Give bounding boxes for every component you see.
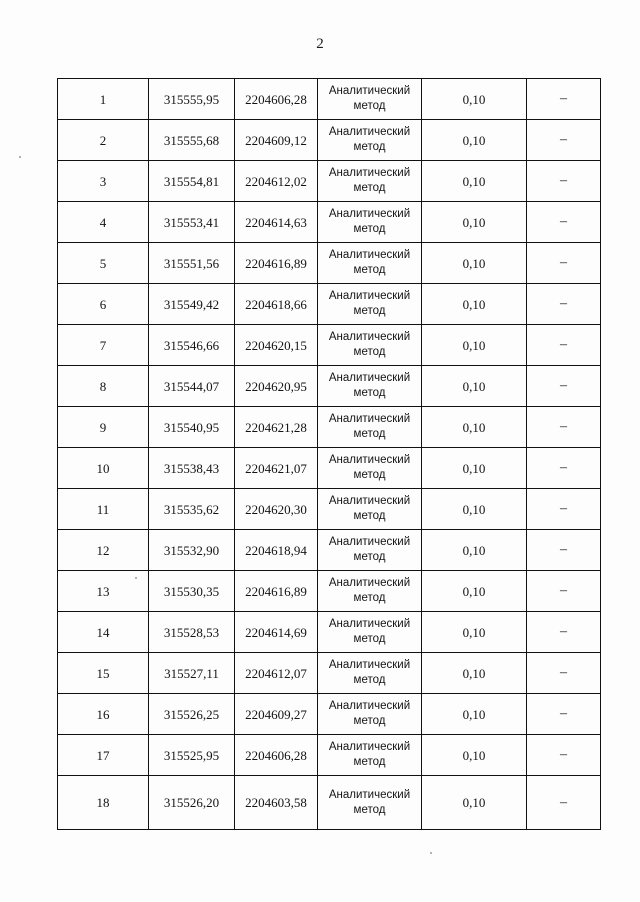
point-number-cell: 18 xyxy=(58,776,149,830)
point-number-cell: 11 xyxy=(58,489,149,530)
coordinate-y-cell: 2204612,02 xyxy=(235,161,318,202)
method-text: Аналитический метод xyxy=(328,208,411,235)
note-cell: – xyxy=(527,79,601,120)
note-cell: – xyxy=(527,448,601,489)
coordinate-x-cell: 315554,81 xyxy=(149,161,235,202)
scan-speck xyxy=(19,156,21,158)
table-row xyxy=(58,202,601,243)
method-cell xyxy=(318,202,422,243)
method-text: Аналитический метод xyxy=(328,413,411,440)
table-row xyxy=(58,120,601,161)
method-text: Аналитический метод xyxy=(328,85,411,112)
scan-speck xyxy=(430,852,432,854)
method-cell xyxy=(318,120,422,161)
accuracy-cell: 0,10 xyxy=(422,161,527,202)
scan-speck xyxy=(135,577,137,579)
table-row xyxy=(58,448,601,489)
table-row xyxy=(58,735,601,776)
method-cell xyxy=(318,366,422,407)
coordinate-y-cell: 2204616,89 xyxy=(235,243,318,284)
table-row xyxy=(58,694,601,735)
method-text: Аналитический метод xyxy=(328,454,411,481)
coordinate-x-cell: 315525,95 xyxy=(149,735,235,776)
method-cell xyxy=(318,325,422,366)
coordinate-x-cell: 315526,20 xyxy=(149,776,235,830)
method-cell xyxy=(318,243,422,284)
method-text: Аналитический метод xyxy=(328,495,411,522)
coordinate-y-cell: 2204609,27 xyxy=(235,694,318,735)
table-row xyxy=(58,284,601,325)
note-cell: – xyxy=(527,407,601,448)
accuracy-cell: 0,10 xyxy=(422,612,527,653)
method-cell xyxy=(318,407,422,448)
method-text: Аналитический метод xyxy=(328,167,411,194)
coordinate-x-cell: 315528,53 xyxy=(149,612,235,653)
table-row xyxy=(58,161,601,202)
method-cell xyxy=(318,530,422,571)
note-cell: – xyxy=(527,489,601,530)
coordinate-x-cell: 315532,90 xyxy=(149,530,235,571)
coordinate-y-cell: 2204603,58 xyxy=(235,776,318,830)
point-number-cell: 16 xyxy=(58,694,149,735)
table-row xyxy=(58,653,601,694)
table-row xyxy=(58,776,601,830)
note-cell: – xyxy=(527,735,601,776)
coordinate-y-cell: 2204618,94 xyxy=(235,530,318,571)
accuracy-cell: 0,10 xyxy=(422,284,527,325)
point-number-cell: 3 xyxy=(58,161,149,202)
coordinate-x-cell: 315546,66 xyxy=(149,325,235,366)
accuracy-cell: 0,10 xyxy=(422,571,527,612)
coordinate-x-cell: 315555,68 xyxy=(149,120,235,161)
coordinate-x-cell: 315551,56 xyxy=(149,243,235,284)
coordinate-x-cell: 315540,95 xyxy=(149,407,235,448)
table-row xyxy=(58,407,601,448)
note-cell: – xyxy=(527,612,601,653)
point-number-cell: 10 xyxy=(58,448,149,489)
note-cell: – xyxy=(527,694,601,735)
coordinate-y-cell: 2204618,66 xyxy=(235,284,318,325)
method-text: Аналитический метод xyxy=(328,741,411,768)
point-number-cell: 2 xyxy=(58,120,149,161)
point-number-cell: 8 xyxy=(58,366,149,407)
method-cell xyxy=(318,571,422,612)
note-cell: – xyxy=(527,120,601,161)
coordinate-x-cell: 315530,35 xyxy=(149,571,235,612)
accuracy-cell: 0,10 xyxy=(422,776,527,830)
coordinate-y-cell: 2204614,63 xyxy=(235,202,318,243)
point-number-cell: 6 xyxy=(58,284,149,325)
coordinate-y-cell: 2204621,07 xyxy=(235,448,318,489)
point-number-cell: 15 xyxy=(58,653,149,694)
note-cell: – xyxy=(527,776,601,830)
note-cell: – xyxy=(527,325,601,366)
page-number: 2 xyxy=(316,36,324,52)
point-number-cell: 7 xyxy=(58,325,149,366)
method-text: Аналитический метод xyxy=(328,788,411,816)
method-cell xyxy=(318,735,422,776)
method-cell xyxy=(318,653,422,694)
point-number-cell: 4 xyxy=(58,202,149,243)
accuracy-cell: 0,10 xyxy=(422,530,527,571)
accuracy-cell: 0,10 xyxy=(422,366,527,407)
note-cell: – xyxy=(527,366,601,407)
accuracy-cell: 0,10 xyxy=(422,120,527,161)
method-text: Аналитический метод xyxy=(328,700,411,727)
table-row xyxy=(58,79,601,120)
method-text: Аналитический метод xyxy=(328,577,411,604)
method-cell xyxy=(318,489,422,530)
point-number-cell: 5 xyxy=(58,243,149,284)
note-cell: – xyxy=(527,243,601,284)
table-row xyxy=(58,571,601,612)
accuracy-cell: 0,10 xyxy=(422,325,527,366)
note-cell: – xyxy=(527,653,601,694)
note-cell: – xyxy=(527,161,601,202)
coordinates-table-body xyxy=(58,79,601,830)
coordinate-y-cell: 2204620,15 xyxy=(235,325,318,366)
coordinate-y-cell: 2204614,69 xyxy=(235,612,318,653)
accuracy-cell: 0,10 xyxy=(422,243,527,284)
accuracy-cell: 0,10 xyxy=(422,694,527,735)
method-cell xyxy=(318,612,422,653)
note-cell: – xyxy=(527,202,601,243)
table-row xyxy=(58,325,601,366)
method-cell xyxy=(318,161,422,202)
method-cell xyxy=(318,448,422,489)
method-cell xyxy=(318,79,422,120)
note-cell: – xyxy=(527,530,601,571)
method-text: Аналитический метод xyxy=(328,659,411,686)
method-text: Аналитический метод xyxy=(328,290,411,317)
method-text: Аналитический метод xyxy=(328,618,411,645)
accuracy-cell: 0,10 xyxy=(422,79,527,120)
coordinate-x-cell: 315555,95 xyxy=(149,79,235,120)
coordinate-y-cell: 2204620,30 xyxy=(235,489,318,530)
accuracy-cell: 0,10 xyxy=(422,735,527,776)
coordinate-y-cell: 2204609,12 xyxy=(235,120,318,161)
method-text: Аналитический метод xyxy=(328,536,411,563)
point-number-cell: 9 xyxy=(58,407,149,448)
method-text: Аналитический метод xyxy=(328,126,411,153)
accuracy-cell: 0,10 xyxy=(422,448,527,489)
note-cell: – xyxy=(527,571,601,612)
accuracy-cell: 0,10 xyxy=(422,653,527,694)
accuracy-cell: 0,10 xyxy=(422,407,527,448)
coordinate-y-cell: 2204606,28 xyxy=(235,735,318,776)
point-number-cell: 1 xyxy=(58,79,149,120)
accuracy-cell: 0,10 xyxy=(422,202,527,243)
table-row xyxy=(58,243,601,284)
method-cell xyxy=(318,694,422,735)
coordinates-table xyxy=(57,78,601,830)
coordinate-y-cell: 2204606,28 xyxy=(235,79,318,120)
coordinate-x-cell: 315549,42 xyxy=(149,284,235,325)
point-number-cell: 13 xyxy=(58,571,149,612)
point-number-cell: 17 xyxy=(58,735,149,776)
point-number-cell: 14 xyxy=(58,612,149,653)
point-number-cell: 12 xyxy=(58,530,149,571)
table-row xyxy=(58,366,601,407)
coordinate-x-cell: 315527,11 xyxy=(149,653,235,694)
coordinate-y-cell: 2204612,07 xyxy=(235,653,318,694)
coordinate-x-cell: 315553,41 xyxy=(149,202,235,243)
table-row xyxy=(58,489,601,530)
coordinate-y-cell: 2204620,95 xyxy=(235,366,318,407)
method-cell xyxy=(318,776,422,830)
method-cell xyxy=(318,284,422,325)
coordinate-x-cell: 315526,25 xyxy=(149,694,235,735)
coordinate-x-cell: 315544,07 xyxy=(149,366,235,407)
coordinate-x-cell: 315535,62 xyxy=(149,489,235,530)
coordinate-y-cell: 2204621,28 xyxy=(235,407,318,448)
method-text: Аналитический метод xyxy=(328,331,411,358)
coordinate-y-cell: 2204616,89 xyxy=(235,571,318,612)
note-cell: – xyxy=(527,284,601,325)
accuracy-cell: 0,10 xyxy=(422,489,527,530)
method-text: Аналитический метод xyxy=(328,249,411,276)
table-row xyxy=(58,530,601,571)
method-text: Аналитический метод xyxy=(328,372,411,399)
table-row xyxy=(58,612,601,653)
coordinate-x-cell: 315538,43 xyxy=(149,448,235,489)
